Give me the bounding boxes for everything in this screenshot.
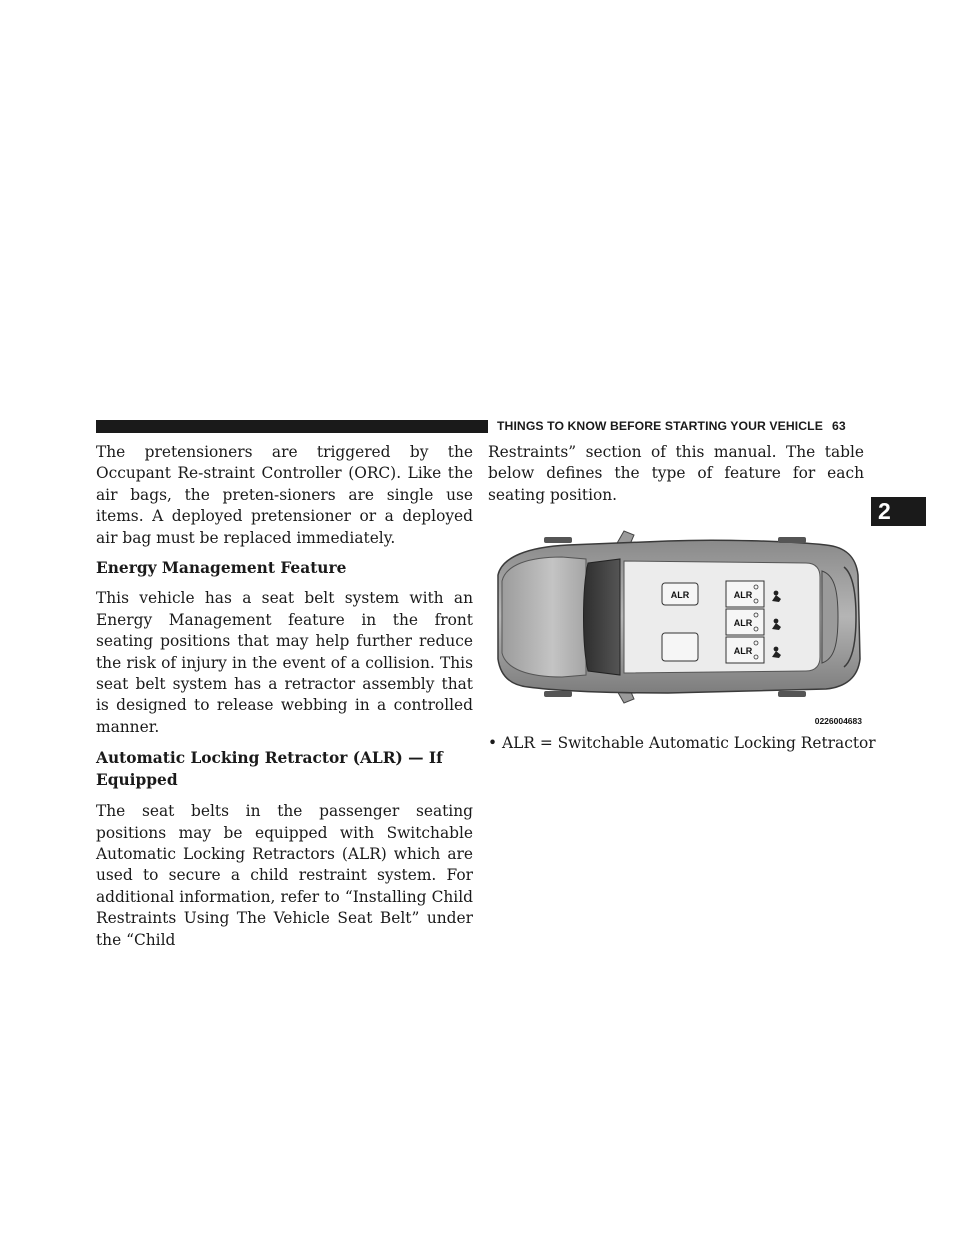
- windshield: [584, 559, 621, 675]
- paragraph-energy-management: This vehicle has a seat belt system with an Energy Management feature in the front seating positions that may help further reduce the risk of injury in the event of a collision. This seat belt system has a retractor assembly that is designed to release webbing in a controlled manner.: [96, 589, 473, 736]
- figure-code: 0226004683: [814, 716, 862, 726]
- vehicle-seating-diagram: [488, 505, 865, 729]
- legend-text: ALR = Switchable Automatic Locking Retractor: [502, 734, 876, 752]
- heading-energy-management: Energy Management Feature: [96, 559, 347, 578]
- hood: [502, 557, 586, 677]
- legend-item: [488, 733, 876, 754]
- paragraph-restraints-continued: Restraints” section of this manual. The table below defines the type of feature for each seating position.: [488, 443, 864, 504]
- header-title: THINGS TO KNOW BEFORE STARTING YOUR VEHICLE: [497, 419, 823, 433]
- paragraph-alr: The seat belts in the passenger seating positions may be equipped with Switchable Automatic Locking Retractors (ALR) which are used to secure a child restraint system. For additional information, refer to “Installing Child Restraints Using The Vehicle Seat Belt” under the “Child: [96, 802, 473, 949]
- wheel-front-top: [544, 537, 572, 543]
- vehicle-top-view-illustration: [488, 505, 865, 729]
- right-column: [488, 442, 864, 506]
- paragraph-pretensioners: The pretensioners are triggered by the Occupant Re-straint Controller (ORC). Like the air bags, the preten-sioners are single use items. A deployed pretensioner or a deployed air bag must be replaced immediately.: [96, 443, 473, 547]
- chapter-tab: 2: [871, 497, 926, 526]
- running-header: [497, 419, 877, 434]
- left-column: [96, 442, 473, 951]
- heading-alr: Automatic Locking Retractor (ALR) — If Equipped: [96, 749, 443, 789]
- page-number: 63: [831, 419, 846, 433]
- front-seat-alr-label: ALR: [670, 590, 690, 600]
- wheel-rear-top: [778, 537, 806, 543]
- wheel-rear-bottom: [778, 691, 806, 697]
- wheel-front-bottom: [544, 691, 572, 697]
- rear-seat-alr-label: ALR: [733, 646, 753, 656]
- driver-seat-box: [662, 633, 698, 661]
- roof-interior: [624, 561, 820, 673]
- rear-seat-alr-label: ALR: [733, 590, 753, 600]
- bullet-glyph: •: [488, 734, 498, 752]
- header-rule: [96, 420, 488, 433]
- rear-seat-alr-label: ALR: [733, 618, 753, 628]
